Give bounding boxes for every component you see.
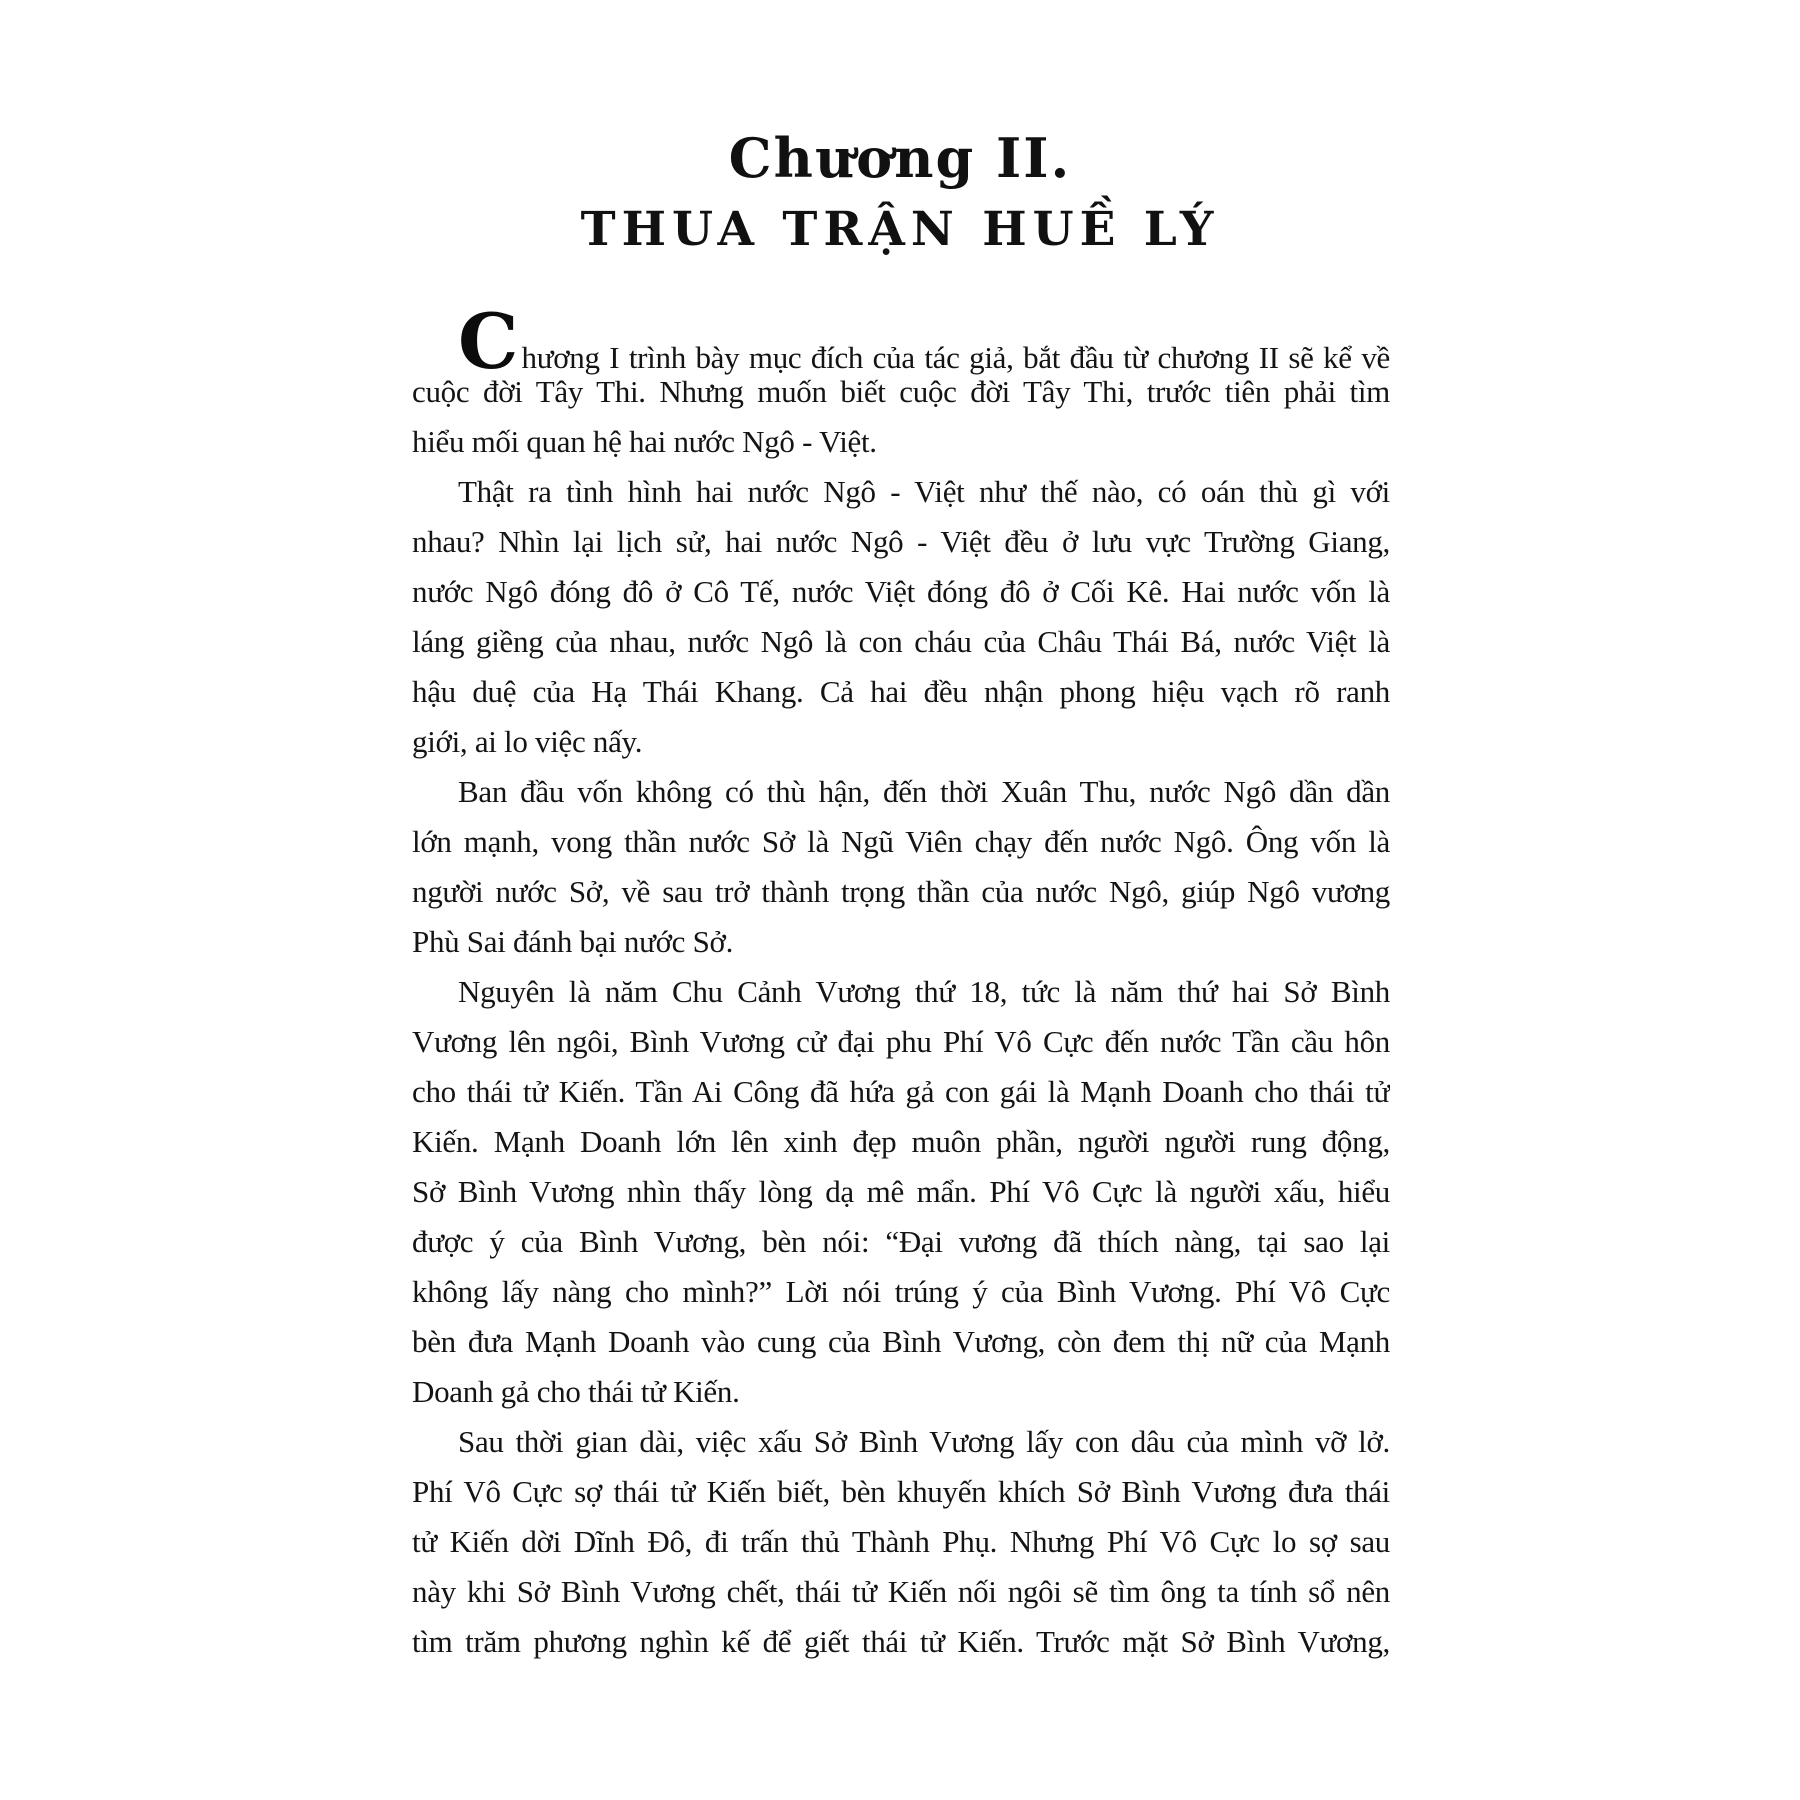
- text-line: Sau thời gian dài, việc xấu Sở Bình Vương lấy con dâu của mình vỡ lở.: [458, 1424, 1390, 1459]
- text-line: Kiến. Mạnh Doanh lớn lên xinh đẹp muôn phần, người người rung động,: [412, 1124, 1390, 1159]
- chapter-heading: [0, 126, 1800, 257]
- text-line: nước Ngô đóng đô ở Cô Tế, nước Việt đóng đô ở Cối Kê. Hai nước vốn là: [412, 574, 1390, 609]
- text-line: hiểu mối quan hệ hai nước Ngô - Việt.: [412, 424, 877, 459]
- text-line: Ban đầu vốn không có thù hận, đến thời Xuân Thu, nước Ngô dần dần: [458, 774, 1390, 809]
- text-line: bèn đưa Mạnh Doanh vào cung của Bình Vương, còn đem thị nữ của Mạnh: [412, 1324, 1390, 1359]
- text-line: Sở Bình Vương nhìn thấy lòng dạ mê mẩn. Phí Vô Cực là người xấu, hiểu: [412, 1174, 1390, 1209]
- text-line: Phù Sai đánh bại nước Sở.: [412, 924, 734, 959]
- text-line: tử Kiến dời Dĩnh Đô, đi trấn thủ Thành Phụ. Nhưng Phí Vô Cực lo sợ sau: [412, 1524, 1390, 1559]
- text-line: giới, ai lo việc nấy.: [412, 724, 643, 759]
- text-line: cuộc đời Tây Thi. Nhưng muốn biết cuộc đời Tây Thi, trước tiên phải tìm: [412, 374, 1390, 409]
- text-line: người nước Sở, về sau trở thành trọng thần của nước Ngô, giúp Ngô vương: [412, 874, 1390, 909]
- text-line: Vương lên ngôi, Bình Vương cử đại phu Phí Vô Cực đến nước Tần cầu hôn: [412, 1024, 1390, 1059]
- text-line: Nguyên là năm Chu Cảnh Vương thứ 18, tức là năm thứ hai Sở Bình: [458, 974, 1390, 1009]
- text-line: lớn mạnh, vong thần nước Sở là Ngũ Viên chạy đến nước Ngô. Ông vốn là: [412, 824, 1390, 859]
- chapter-number: Chương II.: [728, 126, 1072, 190]
- text-line: láng giềng của nhau, nước Ngô là con cháu của Châu Thái Bá, nước Việt là: [412, 624, 1390, 659]
- text-line: Phí Vô Cực sợ thái tử Kiến biết, bèn khuyến khích Sở Bình Vương đưa thái: [412, 1474, 1390, 1509]
- text-line: cho thái tử Kiến. Tần Ai Công đã hứa gả con gái là Mạnh Doanh cho thái tử: [412, 1074, 1390, 1109]
- text-line: Thật ra tình hình hai nước Ngô - Việt như thế nào, có oán thù gì với: [458, 474, 1390, 509]
- text-line: này khi Sở Bình Vương chết, thái tử Kiến nối ngôi sẽ tìm ông ta tính sổ nên: [412, 1574, 1390, 1609]
- text-line: được ý của Bình Vương, bèn nói: “Đại vương đã thích nàng, tại sao lại: [412, 1224, 1390, 1259]
- text-line: hậu duệ của Hạ Thái Khang. Cả hai đều nhận phong hiệu vạch rõ ranh: [412, 674, 1390, 709]
- text-line: nhau? Nhìn lại lịch sử, hai nước Ngô - Việt đều ở lưu vực Trường Giang,: [412, 524, 1390, 559]
- text-line: tìm trăm phương nghìn kế để giết thái tử Kiến. Trước mặt Sở Bình Vương,: [412, 1624, 1390, 1659]
- text-line: Chương I trình bày mục đích của tác giả, bắt đầu từ chương II sẽ kể về: [458, 297, 1390, 386]
- body-text: [412, 297, 1390, 1667]
- dropcap-letter: C: [458, 297, 519, 386]
- chapter-title: THUA TRẬN HUỀ LÝ: [580, 202, 1220, 257]
- text-line: Doanh gả cho thái tử Kiến.: [412, 1374, 740, 1409]
- text-line: không lấy nàng cho mình?” Lời nói trúng ý của Bình Vương. Phí Vô Cực: [412, 1274, 1390, 1309]
